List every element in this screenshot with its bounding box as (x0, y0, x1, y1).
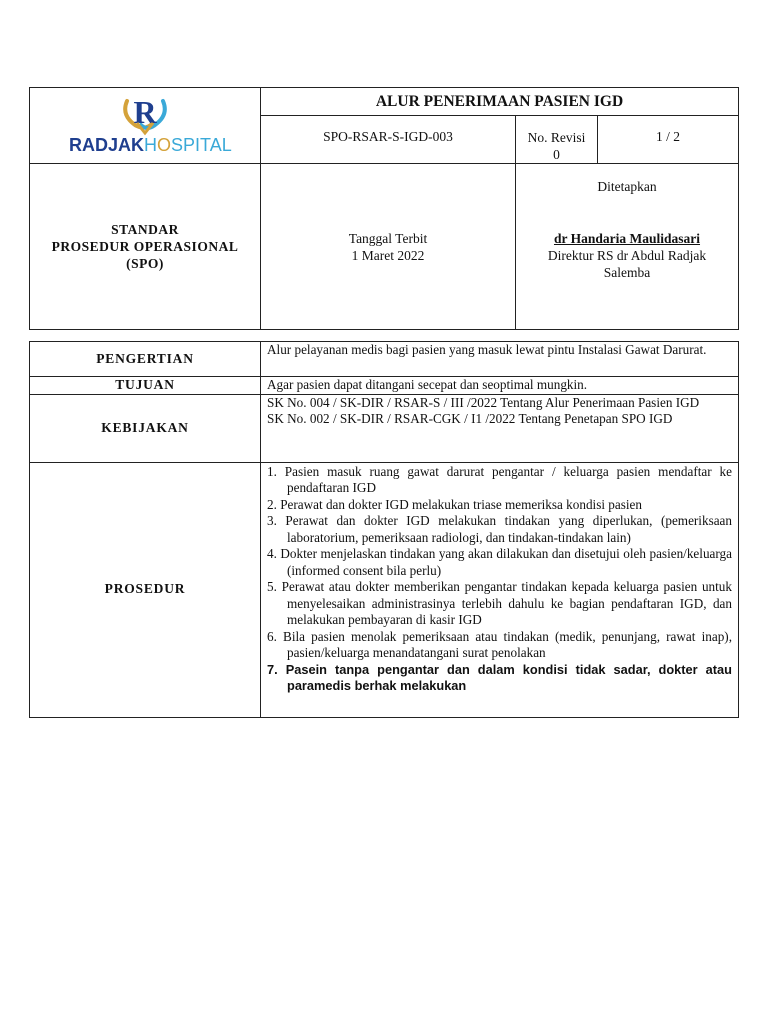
revision-label: No. Revisi (527, 130, 586, 145)
director-title-line2: Salemba (603, 265, 651, 280)
procedure-step: 6. Bila pasien menolak pemeriksaan atau tindakan (medik, penunjang, rawat inap), pasien/keluarga menandatangani surat penolakan (267, 628, 732, 660)
prosedur-label: PROSEDUR (30, 462, 261, 717)
kebijakan-item: SK No. 004 / SK-DIR / RSAR-S / III /2022 Tentang Alur Penerimaan Pasien IGD (267, 394, 700, 410)
hospital-logo (65, 93, 232, 155)
pengertian-label: PENGERTIAN (30, 342, 261, 377)
page-number: 1 / 2 (598, 116, 739, 164)
logo-wordmark: RADJAKHOSPITAL (69, 134, 232, 155)
tujuan-label: TUJUAN (30, 377, 261, 395)
procedure-step: 7. Pasein tanpa pengantar dan dalam kondisi tidak sadar, dokter atau paramedis berhak melakukan (267, 661, 732, 693)
spo-label-cell (30, 164, 261, 330)
svg-text:R: R (133, 93, 157, 130)
director-title-line1: Direktur RS dr Abdul Radjak (547, 248, 707, 263)
logo-emblem-icon (125, 94, 165, 133)
prosedur-cell (261, 462, 739, 717)
revision-value: 0 (553, 147, 560, 162)
kebijakan-cell (261, 394, 739, 462)
revision-cell (516, 116, 598, 164)
procedure-step: 5. Perawat atau dokter memberikan pengantar tindakan kepada keluarga pasien untuk menyelesaikan administrasinya terlebih dahulu ke bagian pendaftaran IGD, dan melakukan pembayaran di kasir IGD (267, 579, 732, 627)
issue-date: 1 Maret 2022 (351, 247, 425, 263)
header-table (29, 87, 739, 330)
logo-cell (30, 88, 261, 164)
document-number: SPO-RSAR-S-IGD-003 (261, 116, 516, 164)
document-title: ALUR PENERIMAAN PASIEN IGD (261, 88, 739, 116)
standard-line1: STANDAR (111, 222, 179, 237)
kebijakan-item: SK No. 002 / SK-DIR / RSAR-CGK / I1 /2022 Tentang Penetapan SPO IGD (267, 411, 673, 426)
standard-line2: PROSEDUR OPERASIONAL (51, 239, 239, 254)
procedure-table (29, 341, 739, 718)
pengertian-text: Alur pelayanan medis bagi pasien yang masuk lewat pintu Instalasi Gawat Darurat. (261, 342, 739, 377)
approved-label: Ditetapkan (597, 179, 657, 194)
standard-line3: (SPO) (126, 256, 164, 271)
procedure-step: 4. Dokter menjelaskan tindakan yang akan dilakukan dan disetujui oleh pasien/keluarga (informed consent bila perlu) (267, 546, 732, 578)
tujuan-text: Agar pasien dapat ditangani secepat dan seoptimal mungkin. (261, 377, 739, 395)
procedure-steps (267, 464, 732, 695)
procedure-step: 2. Perawat dan dokter IGD melakukan triase memeriksa kondisi pasien (267, 496, 643, 512)
approval-cell (516, 164, 739, 330)
issue-label: Tanggal Terbit (348, 230, 428, 246)
procedure-step: 3. Perawat dan dokter IGD melakukan tindakan yang diperlukan, (pemeriksaan laboratorium, pemeriksaan radiologi, dan tindakan-tindakan lain) (267, 513, 732, 545)
director-name: dr Handaria Maulidasari (553, 231, 701, 246)
kebijakan-label: KEBIJAKAN (30, 394, 261, 462)
issue-date-cell (261, 164, 516, 330)
procedure-step: 1. Pasien masuk ruang gawat darurat pengantar / keluarga pasien mendaftar ke pendaftaran IGD (267, 463, 732, 495)
